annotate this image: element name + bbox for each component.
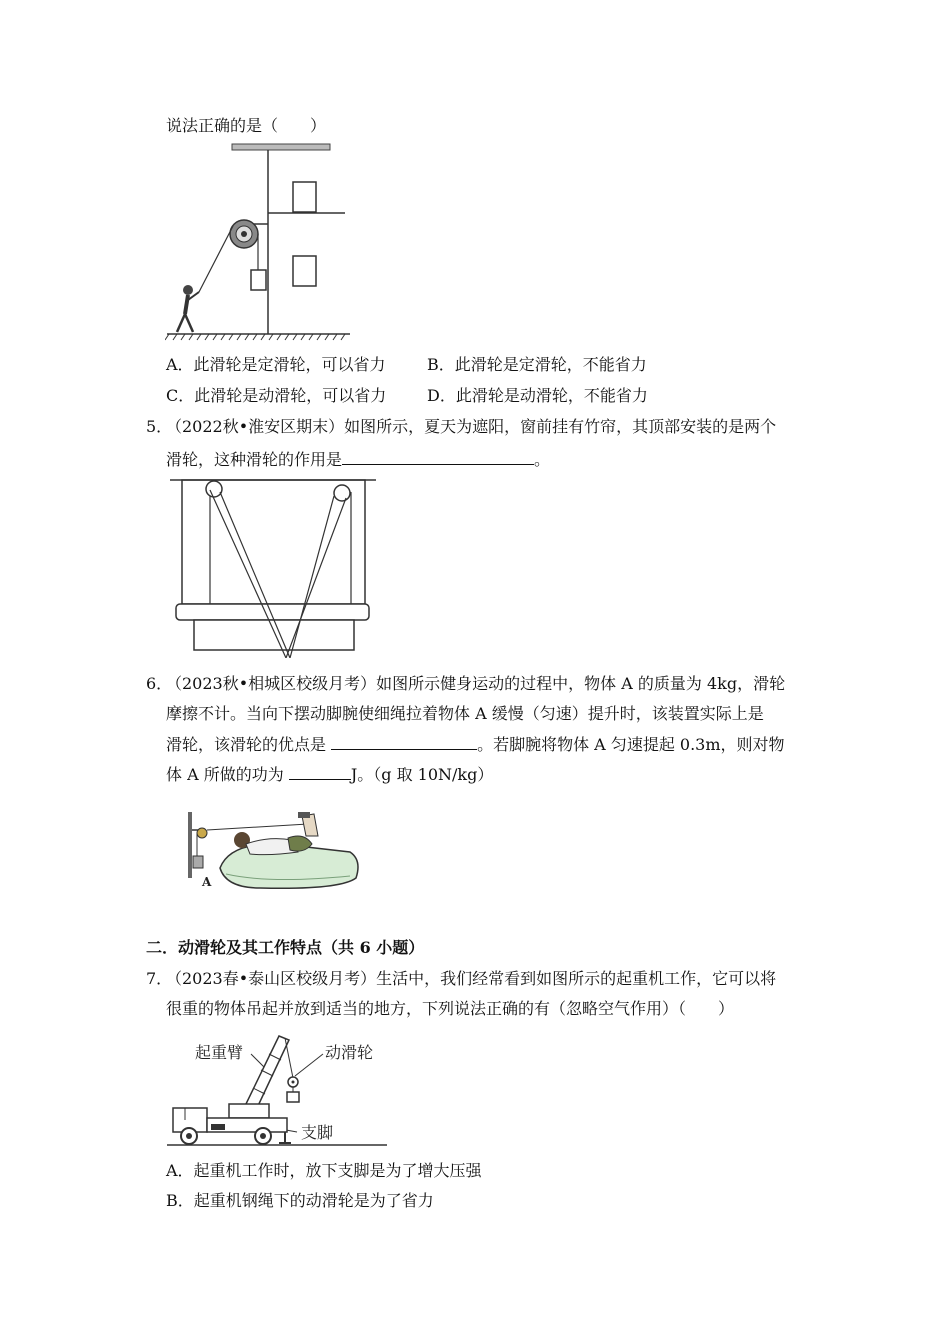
- q4-option-b: B．此滑轮是定滑轮，不能省力: [427, 355, 647, 374]
- q5-answer-blank[interactable]: [342, 448, 534, 465]
- q6-line4-post: J。（g 取 10N/kg）: [350, 765, 494, 784]
- q5-line2-pre: 滑轮，这种滑轮的作用是: [166, 450, 343, 469]
- q6-advantage-blank[interactable]: [331, 733, 477, 750]
- q5-line2: [166, 448, 550, 471]
- q6-line4: [166, 763, 493, 786]
- section2-title: 二．动滑轮及其工作特点（共 6 小题）: [146, 938, 425, 957]
- q6-exercise-figure: [180, 808, 365, 893]
- q5-number: 5．: [146, 417, 173, 436]
- q4-stem-tail: 说法正确的是（ ）: [166, 116, 327, 135]
- q7-option-b: B．起重机钢绳下的动滑轮是为了省力: [166, 1191, 434, 1210]
- q6-line3: [166, 733, 785, 756]
- q5-line1: （2022秋•淮安区期末）如图所示，夏天为遮阳，窗前挂有竹帘，其顶部安装的是两个: [166, 417, 777, 436]
- q7-number: 7．: [146, 969, 173, 988]
- q6-line3-pre: 滑轮，该滑轮的优点是: [166, 735, 332, 754]
- q6-number: 6．: [146, 674, 173, 693]
- q7-line1: （2023春•泰山区校级月考）生活中，我们经常看到如图所示的起重机工作，它可以将: [166, 969, 777, 988]
- q4-pulley-figure: [165, 142, 355, 342]
- crane-pulley-label: 动滑轮: [325, 1043, 374, 1062]
- crane-boom-label: 起重臂: [195, 1043, 244, 1062]
- q6-weight-label: A: [202, 875, 212, 889]
- q6-line4-pre: 体 A 所做的功为: [166, 765, 289, 784]
- q7-line2: 很重的物体吊起并放到适当的地方，下列说法正确的有（忽略空气作用）（ ）: [166, 999, 735, 1018]
- q4-option-c: C．此滑轮是动滑轮，可以省力: [166, 386, 387, 405]
- q6-line1: （2023秋•相城区校级月考）如图所示健身运动的过程中，物体 A 的质量为 4kg，滑轮: [166, 674, 786, 693]
- crane-leg-label: 支脚: [301, 1123, 334, 1142]
- q4-option-a: A．此滑轮是定滑轮，可以省力: [166, 355, 386, 374]
- q4-option-d: D．此滑轮是动滑轮，不能省力: [427, 386, 648, 405]
- q7-option-a: A．起重机工作时，放下支脚是为了增大压强: [166, 1161, 482, 1180]
- q6-line3-post: 。若脚腕将物体 A 匀速提起 0.3m，则对物: [477, 735, 785, 754]
- q7-crane-figure: [165, 1028, 390, 1152]
- q6-work-blank[interactable]: [289, 763, 351, 780]
- q5-line2-post: 。: [534, 450, 551, 469]
- q6-line2: 摩擦不计。当向下摆动脚腕使细绳拉着物体 A 缓慢（匀速）提升时，该装置实际上是: [166, 704, 764, 723]
- q5-blind-figure: [168, 476, 380, 658]
